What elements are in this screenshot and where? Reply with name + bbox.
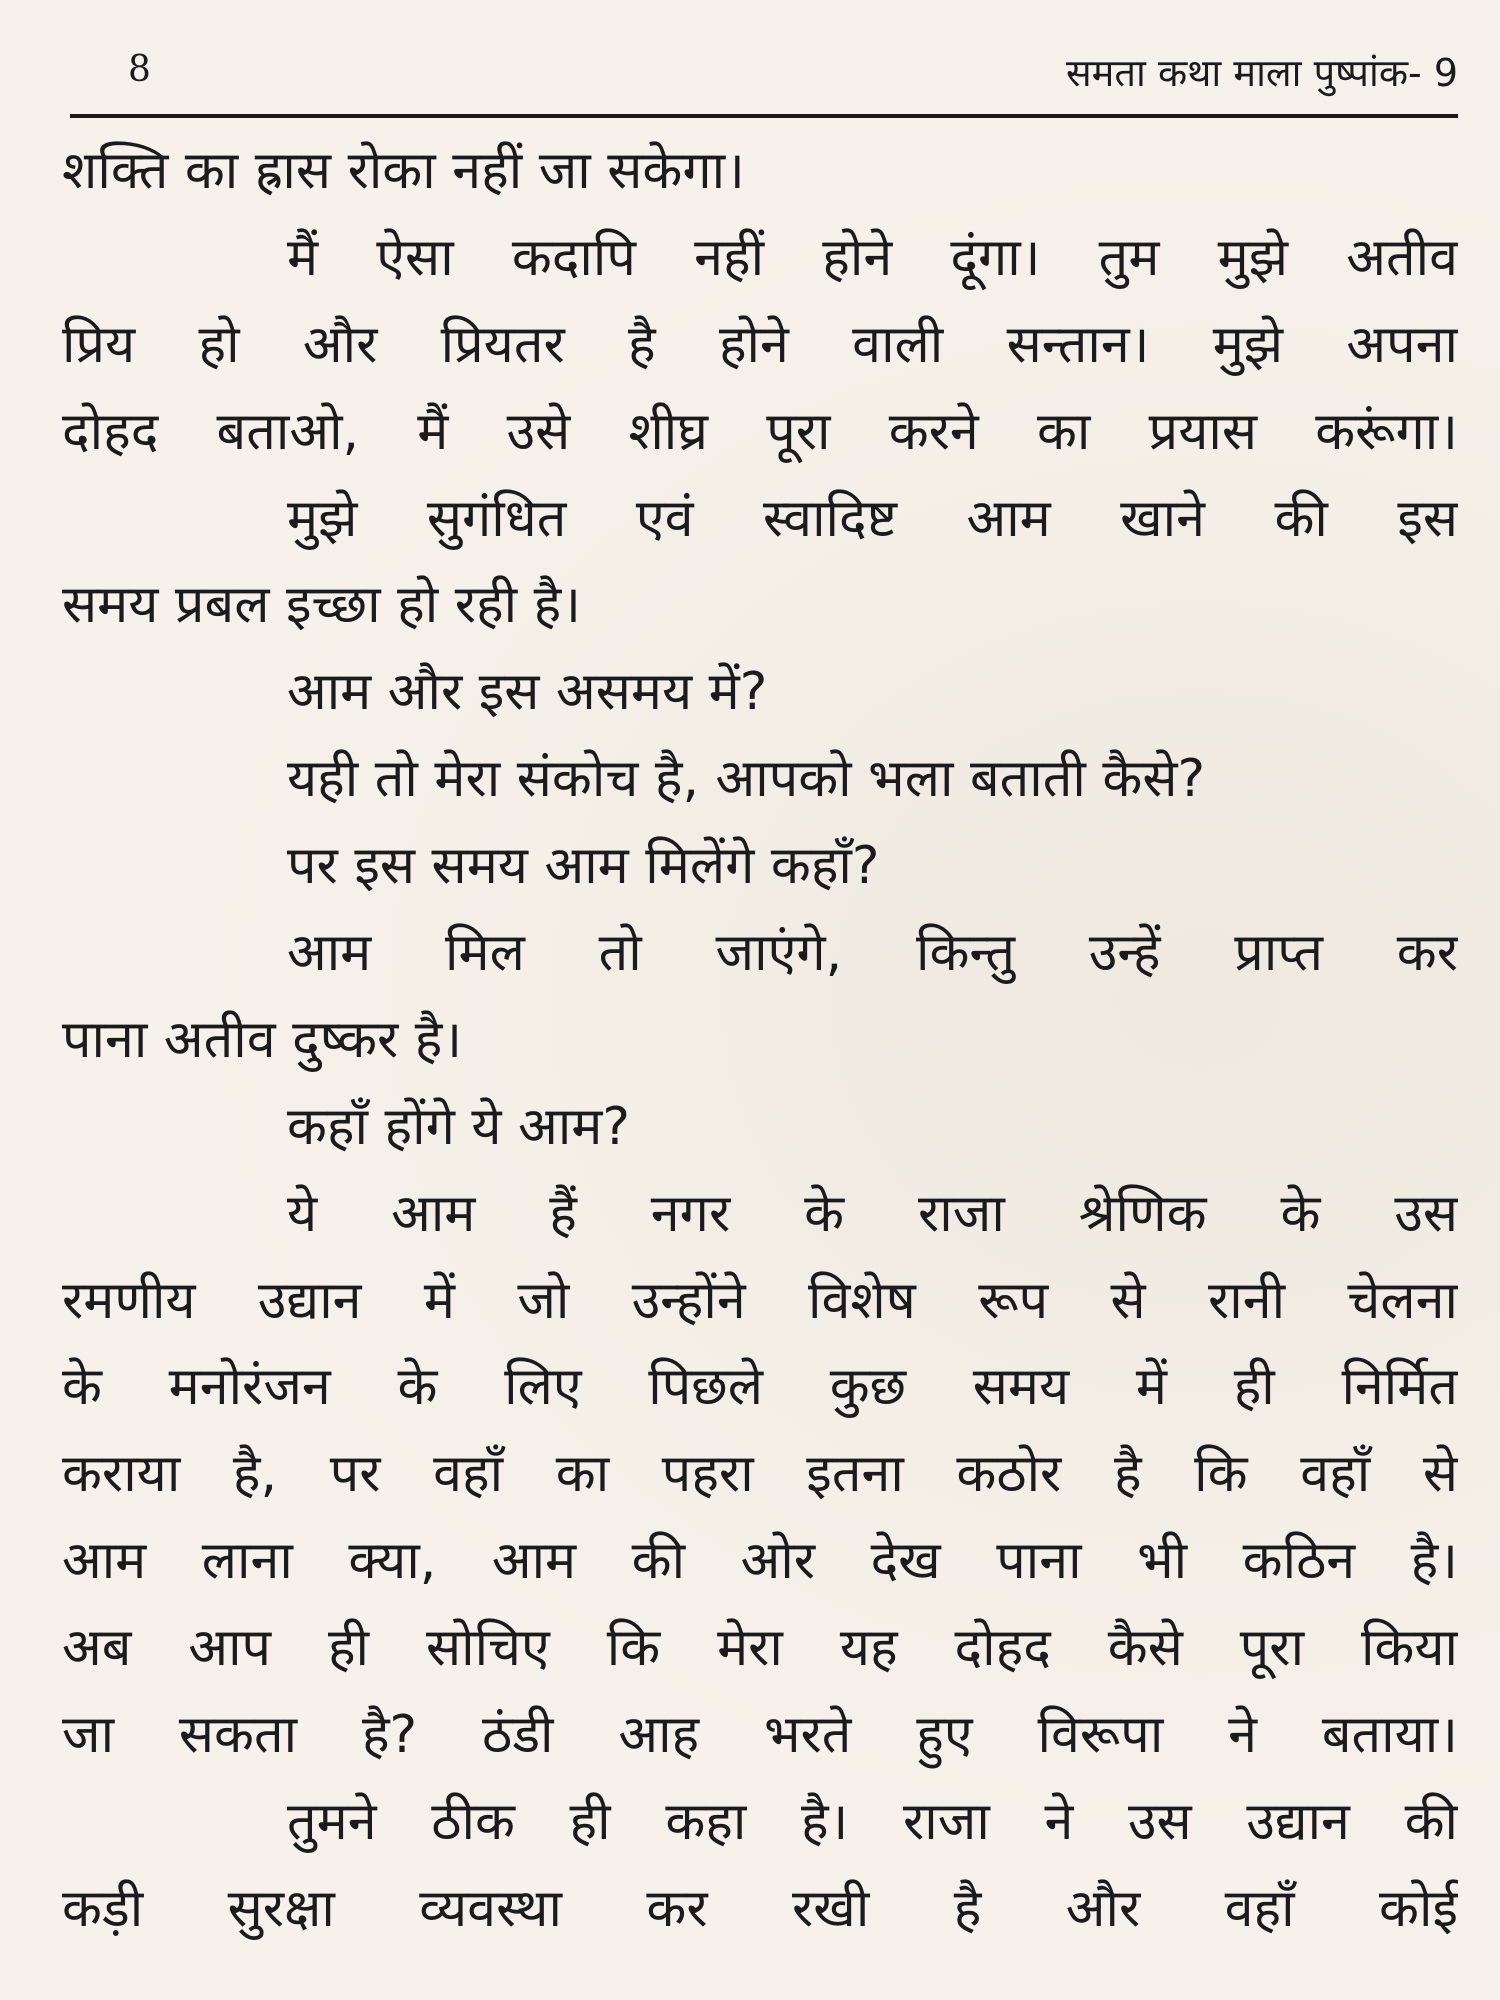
- text-line: पर इस समय आम मिलेंगे कहाँ?: [287, 836, 880, 897]
- page-header: [70, 42, 1458, 112]
- text-line: कराया है, पर वहाँ का पहरा इतना कठोर है कि वहाँ से: [62, 1444, 1458, 1505]
- text-line: प्रिय हो और प्रियतर है होने वाली सन्तान। मुझे अपना: [62, 314, 1458, 375]
- text-line: जा सकता है? ठंडी आह भरते हुए विरूपा ने बताया।: [62, 1705, 1458, 1766]
- text-line: आम लाना क्या, आम की ओर देख पाना भी कठिन है।: [62, 1531, 1458, 1592]
- text-line: ये आम हैं नगर के राजा श्रेणिक के उस: [287, 1183, 1458, 1244]
- text-line: आम और इस असमय में?: [287, 662, 768, 723]
- text-line: समय प्रबल इच्छा हो रही है।: [62, 575, 581, 636]
- text-line: के मनोरंजन के लिए पिछले कुछ समय में ही निर्मित: [62, 1357, 1458, 1418]
- text-line: तुमने ठीक ही कहा है। राजा ने उस उद्यान की: [287, 1791, 1458, 1852]
- body-text: [62, 128, 1458, 1953]
- text-line: कड़ी सुरक्षा व्यवस्था कर रखी है और वहाँ कोई: [62, 1878, 1458, 1939]
- running-title: समता कथा माला पुष्पांक- 9: [1065, 51, 1458, 95]
- page-number: 8: [128, 49, 151, 90]
- text-line: यही तो मेरा संकोच है, आपको भला बताती कैसे?: [287, 749, 1206, 810]
- header-divider: [70, 114, 1458, 118]
- text-line: पाना अतीव दुष्कर है।: [62, 1009, 463, 1070]
- text-line: मुझे सुगंधित एवं स्वादिष्ट आम खाने की इस: [287, 488, 1458, 549]
- text-line: कहाँ होंगे ये आम?: [287, 1096, 630, 1157]
- text-line: रमणीय उद्यान में जो उन्होंने विशेष रूप से रानी चेलना: [62, 1270, 1458, 1331]
- text-line: अब आप ही सोचिए कि मेरा यह दोहद कैसे पूरा किया: [62, 1618, 1458, 1679]
- text-line: दोहद बताओ, मैं उसे शीघ्र पूरा करने का प्रयास करूंगा।: [62, 401, 1458, 462]
- text-line: शक्ति का ह्रास रोका नहीं जा सकेगा।: [62, 141, 745, 201]
- text-line: मैं ऐसा कदापि नहीं होने दूंगा। तुम मुझे अतीव: [287, 227, 1458, 288]
- text-line: आम मिल तो जाएंगे, किन्तु उन्हें प्राप्त कर: [287, 923, 1458, 984]
